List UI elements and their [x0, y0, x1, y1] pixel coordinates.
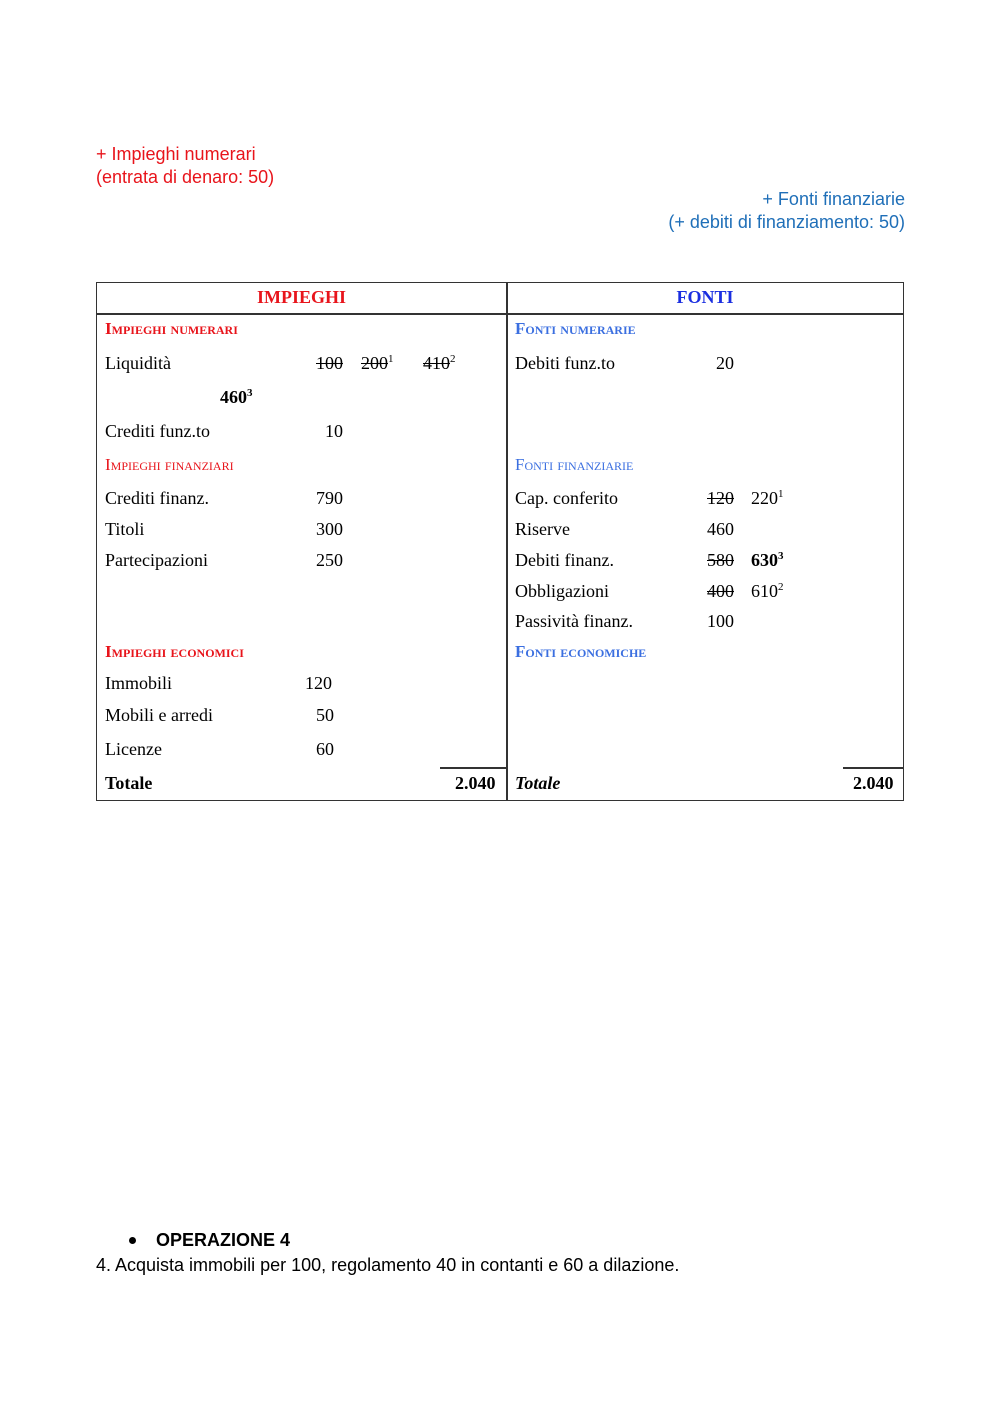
header-rule [97, 313, 903, 315]
fonti-header: FONTI [676, 287, 734, 307]
riserve-value: 460 [707, 519, 734, 539]
mobili-value: 50 [316, 705, 334, 725]
cap-conferito-label: Cap. conferito [515, 488, 618, 508]
debiti-finanz-new: $630^3$ [751, 550, 784, 570]
note-left-line1: + Impieghi numerari [96, 144, 256, 164]
column-divider [506, 283, 508, 800]
section-impieghi-numerari: Impieghi numerari [105, 319, 238, 338]
passivita-label: Passività finanz. [515, 611, 633, 631]
right-total-value: 2.040 [853, 773, 894, 793]
operation-title: OPERAZIONE 4 [156, 1230, 291, 1250]
immobili-label: Immobili [105, 673, 172, 693]
operation-text: 4. Acquista immobili per 100, regolamento 40 in contanti e 60 a dilazione. [96, 1255, 680, 1275]
operation-bullet [96, 1228, 679, 1253]
impieghi-header: IMPIEGHI [256, 287, 346, 307]
crediti-funz-value: 10 [325, 421, 343, 441]
left-total-label: Totale [105, 773, 153, 793]
note-right-line2: (+ debiti di finanziamento: 50) [668, 212, 905, 232]
right-total-label: Totale [515, 773, 561, 793]
note-right-line1: + Fonti finanziarie [762, 189, 905, 209]
immobili-value: 120 [305, 673, 332, 693]
crediti-finanz-value: 790 [316, 488, 343, 508]
crediti-finanz-label: Crediti finanz. [105, 488, 209, 508]
licenze-value: 60 [316, 739, 334, 759]
debiti-finanz-label: Debiti finanz. [515, 550, 614, 570]
cap-conferito-new: $220^1$ [751, 488, 784, 508]
bullet-icon [129, 1237, 136, 1244]
debiti-funz-value: 20 [716, 353, 734, 373]
cap-conferito-old: 120 [707, 488, 734, 508]
titoli-value: 300 [316, 519, 343, 539]
riserve-label: Riserve [515, 519, 570, 539]
left-total-value: 2.040 [455, 773, 496, 793]
balance-sheet-table [96, 282, 904, 801]
section-fonti-numerarie: Fonti numerarie [515, 319, 636, 338]
liquidita-value-3: $410^2$ [423, 353, 456, 373]
section-impieghi-finanziari: Impieghi finanziari [105, 455, 234, 474]
liquidita-value-1: 100 [316, 353, 343, 373]
mobili-label: Mobili e arredi [105, 705, 213, 725]
debiti-finanz-old: 580 [707, 550, 734, 570]
section-fonti-economiche: Fonti economiche [515, 642, 647, 661]
obbligazioni-new: $610^2$ [751, 581, 784, 601]
licenze-label: Licenze [105, 739, 162, 759]
titoli-label: Titoli [105, 519, 145, 539]
obbligazioni-label: Obbligazioni [515, 581, 609, 601]
partecipazioni-label: Partecipazioni [105, 550, 208, 570]
liquidita-value-4: $460^3$ [220, 387, 253, 407]
section-impieghi-economici: Impieghi economici [105, 642, 244, 661]
note-fonti-finanziarie [668, 188, 905, 234]
crediti-funz-label: Crediti funz.to [105, 421, 210, 441]
liquidita-label: Liquidità [105, 353, 171, 373]
debiti-funz-label: Debiti funz.to [515, 353, 615, 373]
note-impieghi-numerari [96, 143, 274, 189]
obbligazioni-old: 400 [707, 581, 734, 601]
right-total-rule [843, 767, 903, 769]
passivita-value: 100 [707, 611, 734, 631]
liquidita-value-2: $200^1$ [361, 353, 394, 373]
partecipazioni-value: 250 [316, 550, 343, 570]
section-fonti-finanziarie: Fonti finanziarie [515, 455, 634, 474]
operations-block [96, 1228, 679, 1278]
note-left-line2: (entrata di denaro: 50) [96, 167, 275, 187]
left-total-rule [440, 767, 506, 769]
